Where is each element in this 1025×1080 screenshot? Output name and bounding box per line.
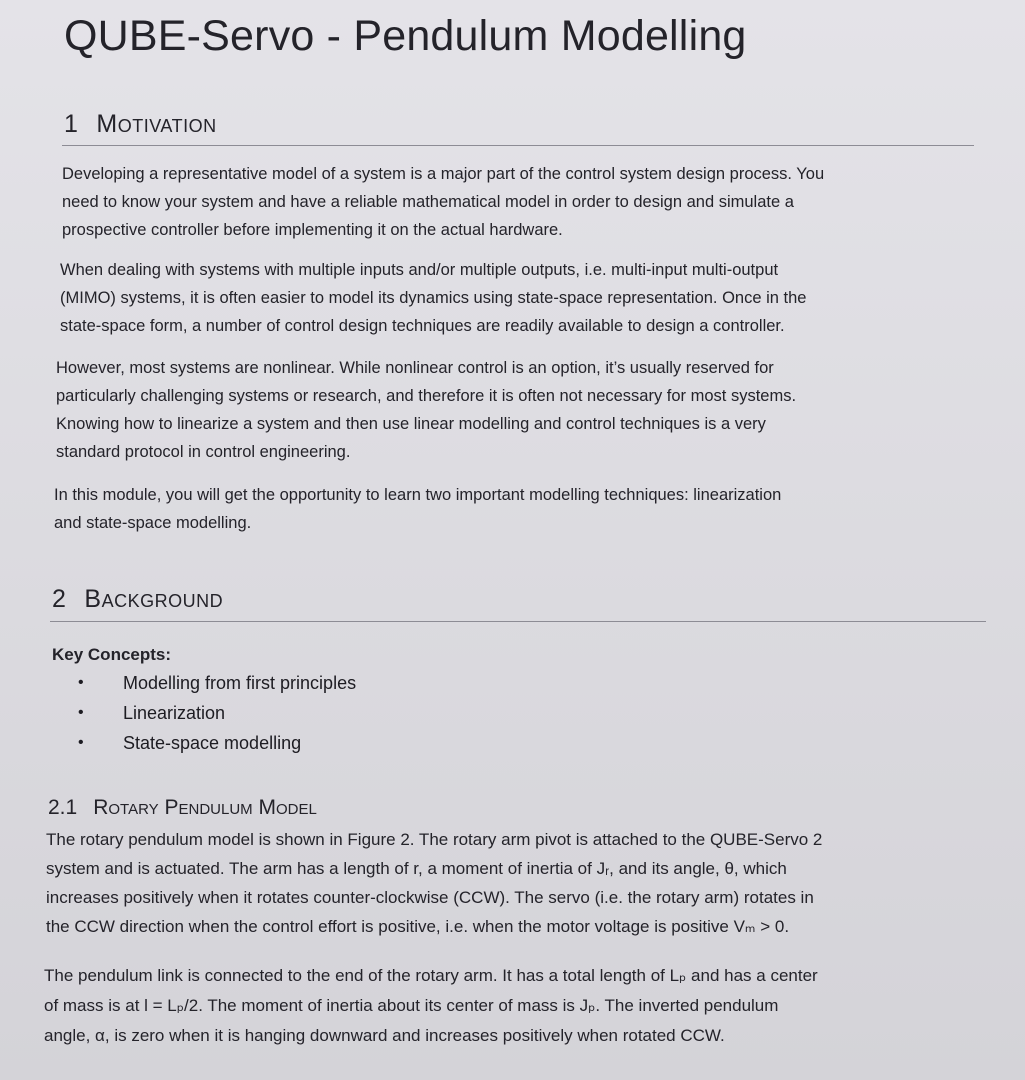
bullet-icon: • — [78, 704, 84, 721]
text-line: system and is actuated. The arm has a length of r, a moment of inertia of Jᵣ, and its angle, θ, which — [46, 859, 787, 878]
text-line: standard protocol in control engineering. — [56, 443, 351, 461]
section-2-number: 2 — [52, 585, 67, 613]
text-line: state-space form, a number of control design techniques are readily available to design a controller. — [60, 317, 785, 335]
text-line: Knowing how to linearize a system and then use linear modelling and control techniques is a very — [56, 415, 766, 433]
text-line: Developing a representative model of a system is a major part of the control system design process. You — [62, 165, 825, 183]
key-concepts-list — [78, 668, 356, 758]
text-line: In this module, you will get the opportunity to learn two important modelling techniques: linearization — [54, 486, 782, 504]
text-line: angle, α, is zero when it is hanging downward and increases positively when rotated CCW. — [44, 1026, 725, 1045]
bullet-icon: • — [78, 734, 84, 751]
text-line: When dealing with systems with multiple inputs and/or multiple outputs, i.e. multi-input multi-output — [60, 261, 779, 279]
section-2-heading — [52, 585, 223, 614]
text-line: of mass is at l = Lₚ/2. The moment of inertia about its center of mass is Jₚ. The inverted pendulum — [44, 996, 779, 1015]
text-line: need to know your system and have a reliable mathematical model in order to design and simulate a — [62, 193, 794, 211]
text-line: The pendulum link is connected to the end of the rotary arm. It has a total length of Lₚ and has a center — [44, 966, 818, 985]
section-1-heading — [64, 110, 217, 139]
list-item: • State-space modelling — [78, 728, 356, 758]
section-1-number: 1 — [64, 110, 79, 138]
list-item: • Modelling from first principles — [78, 668, 356, 698]
text-line: increases positively when it rotates counter-clockwise (CCW). The servo (i.e. the rotary arm) rotates in — [46, 888, 814, 907]
section-2-1-number: 2.1 — [48, 796, 78, 819]
section-1-rule — [62, 145, 974, 146]
key-concepts-label: Key Concepts: — [52, 645, 172, 664]
section-2-rule — [50, 621, 986, 622]
section-2-title: Background — [84, 585, 224, 613]
motivation-paragraph-2 — [60, 256, 806, 340]
text-line: (MIMO) systems, it is often easier to model its dynamics using state-space representation. Once in the — [60, 289, 807, 307]
section-1-title: Motivation — [96, 110, 217, 138]
rotary-pendulum-paragraph-1 — [46, 825, 822, 941]
text-line: the CCW direction when the control effort is positive, i.e. when the motor voltage is positive Vₘ > 0. — [46, 917, 790, 936]
text-line: prospective controller before implementing it on the actual hardware. — [62, 221, 563, 239]
rotary-pendulum-paragraph-2 — [44, 961, 818, 1051]
text-line: The rotary pendulum model is shown in Figure 2. The rotary arm pivot is attached to the QUBE-Servo 2 — [46, 830, 823, 849]
list-item: • Linearization — [78, 698, 356, 728]
document-title: QUBE-Servo - Pendulum Modelling — [64, 12, 747, 60]
text-line: particularly challenging systems or research, and therefore it is often not necessary for most systems. — [56, 387, 797, 405]
bullet-icon: • — [78, 674, 84, 691]
section-2-1-title: Rotary Pendulum Model — [93, 796, 317, 819]
text-line: However, most systems are nonlinear. While nonlinear control is an option, it’s usually reserved for — [56, 359, 774, 377]
motivation-paragraph-1 — [62, 160, 824, 244]
section-2-1-heading — [48, 796, 317, 820]
text-line: and state-space modelling. — [54, 514, 252, 532]
motivation-paragraph-3 — [56, 354, 796, 466]
motivation-paragraph-4 — [54, 481, 781, 537]
